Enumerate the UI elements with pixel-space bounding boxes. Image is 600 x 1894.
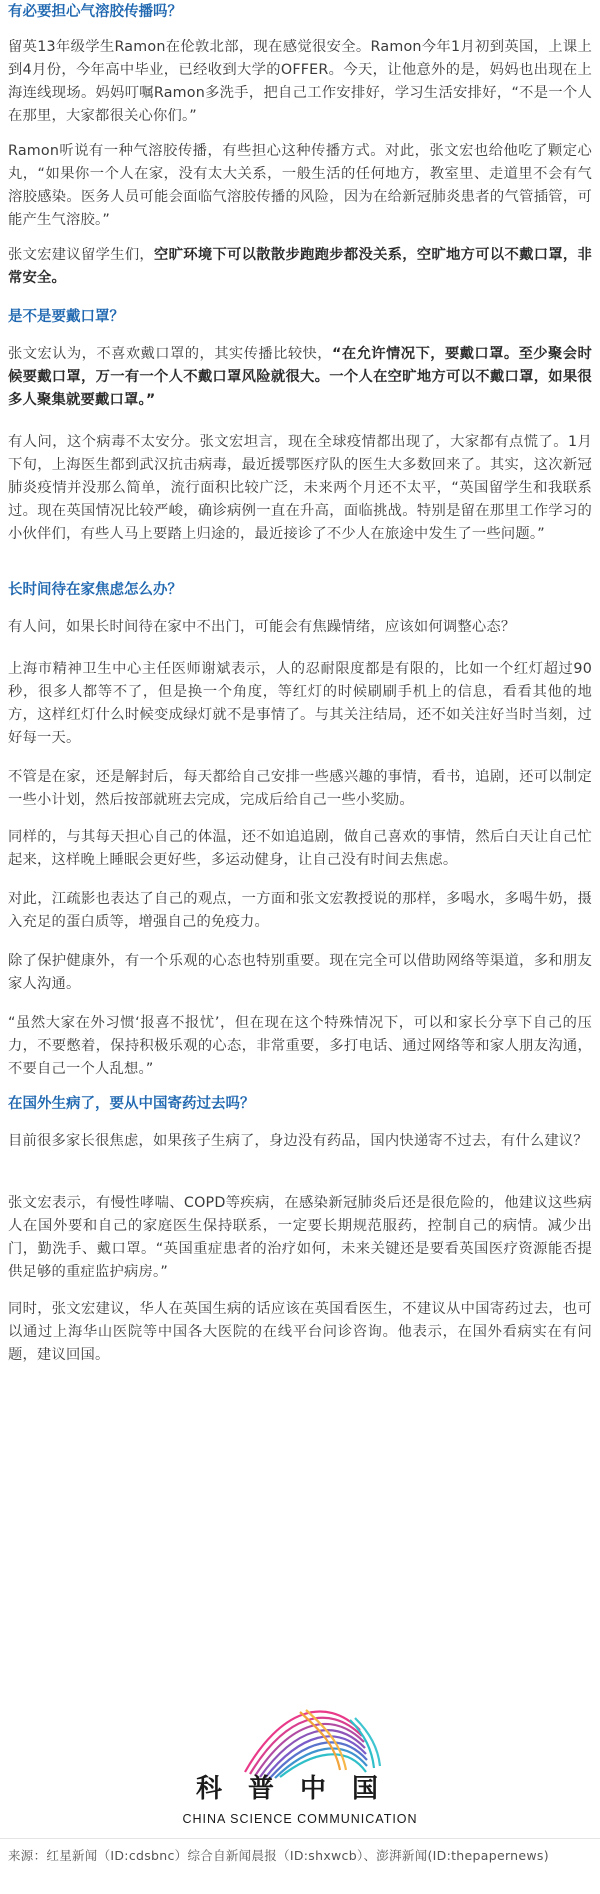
outdoor-advice-emphasis: 空旷环境下可以散散步跑跑步都没关系，空旷地方可以不戴口罩，非常安全。 [8, 247, 593, 286]
source-credit: 来源：红星新闻（ID:cdsbnc）综合自新闻晨报（ID:shxwcb）、澎湃新闻(ID:thepapernews) [8, 1848, 549, 1863]
paragraph-keep-busy: 同样的，与其每天担心自己的体温，还不如追追剧，做自己喜欢的事情，然后白天让自己忙起来，这样晚上睡眠会更好些，多运动健身，让自己没有时间去焦虑。 [8, 829, 592, 868]
paragraph-anxiety-question: 有人问，如果长时间待在家中不出门，可能会有焦躁情绪，应该如何调整心态？ [8, 619, 516, 635]
section-heading-anxiety: 长时间待在家焦虑怎么办？ [8, 582, 182, 598]
divider [0, 1838, 600, 1839]
paragraph-see-doctor-uk: 同时，张文宏建议，华人在英国生病的话应该在英国看医生，不建议从中国寄药过去，也可以通过上海华山医院等中国各大医院的在线平台问诊咨询。他表示，在国外看病实在有问题，建议回国。 [8, 1301, 592, 1363]
paragraph-virus-situation: 有人问，这个病毒不太安分。张文宏坦言，现在全球疫情都出现了，大家都有点慌了。1月下旬，上海医生都到武汉抗击病毒，最近援鄂医疗队的医生大多数回来了。其实，这次新冠肺炎疫情并没那么简单，流行面积比较广泛，未来两个月还不太平，“英国留学生和我联系过。现在英国情况比较严峻，确诊病例一直在升高，面临挑战。特别是留在那里工作学习的小伙伴们，有些人马上要踏上归途的，最近接诊了不少人在旅途中发生了一些问题。” [8, 434, 592, 542]
paragraph-daily-plan: 不管是在家，还是解封后，每天都给自己安排一些感兴趣的事情，看书，追剧，还可以制定一些小计划，然后按部就班去完成，完成后给自己一些小奖励。 [8, 769, 592, 808]
paragraph-psychiatrist-advice: 上海市精神卫生中心主任医师谢斌表示，人的忍耐限度都是有限的，比如一个红灯超过90秒，很多人都等不了，但是换一个角度，等红灯的时候刷刷手机上的信息，看看其他的地方，这样红灯什么时候变成绿灯就不是事情了。与其关注结局，还不如关注好当时当刻，过好每一天。 [8, 661, 592, 746]
section-heading-aerosol: 有必要担心气溶胶传播吗？ [8, 4, 182, 20]
logo-chinese-name: 科普中国 [195, 1774, 404, 1804]
paragraph-immunity: 对此，江疏影也表达了自己的观点，一方面和张文宏教授说的那样，多喝水，多喝牛奶，摄入充足的蛋白质等，增强自己的免疫力。 [8, 891, 592, 930]
paragraph-chronic-disease: 张文宏表示，有慢性哮喘、COPD等疾病，在感染新冠肺炎后还是很危险的，他建议这些病人在国外要和自己的家庭医生保持联系，一定要长期规范服药，控制自己的病情。减少出门，勤洗手、戴口罩。“英国重症患者的治疗如何，未来关键还是要看英国医疗资源能否提供足够的重症监护病房。” [8, 1195, 592, 1280]
paragraph-optimism: 除了保护健康外，有一个乐观的心态也特别重要。现在完全可以借助网络等渠道，多和朋友家人沟通。 [8, 953, 592, 992]
mask-advice-emphasis: “在允许情况下，要戴口罩。至少聚会时候要戴口罩，万一有一个人不戴口罩风险就很大。一个人在空旷地方可以不戴口罩，如果很多人聚集就要戴口罩。” [8, 346, 592, 408]
paragraph-outdoor-advice [8, 244, 592, 290]
logo-english-name: CHINA SCIENCE COMMUNICATION [182, 1812, 418, 1826]
paragraph-mask-advice [8, 343, 592, 412]
section-heading-medicine: 在国外生病了，要从中国寄药过去吗？ [8, 1096, 255, 1112]
mask-advice-lead: 张文宏认为，不喜欢戴口罩的，其实传播比较快， [8, 346, 333, 362]
paragraph-share-pressure: “虽然大家在外习惯‘报喜不报忧’，但在现在这个特殊情况下，可以和家长分享下自己的压力，不要憋着，保持积极乐观的心态，非常重要，多打电话、通过网络等和家人朋友沟通，不要自己一个人乱想。” [8, 1015, 592, 1077]
paragraph-parents-question: 目前很多家长很焦虑，如果孩子生病了，身边没有药品，国内快递寄不过去，有什么建议？ [8, 1133, 588, 1149]
section-heading-mask: 是不是要戴口罩？ [8, 309, 124, 325]
outdoor-advice-lead: 张文宏建议留学生们， [8, 247, 155, 263]
paragraph-ramon-intro: 留英13年级学生Ramon在伦敦北部，现在感觉很安全。Ramon今年1月初到英国，上课上到4月份，今年高中毕业，已经收到大学的OFFER。今天，让他意外的是，妈妈也出现在上海连线现场。妈妈叮嘱Ramon多洗手，把自己工作安排好，学习生活安排好，“不是一个人在那里，大家都很关心你们。” [8, 39, 592, 124]
paragraph-aerosol-answer: Ramon听说有一种气溶胶传播，有些担心这种传播方式。对此，张文宏也给他吃了颗定心丸，“如果你一个人在家，没有太大关系，一般生活的任何地方，教室里、走道里不会有气溶胶感染。医务人员可能会面临气溶胶传播的风险，因为在给新冠肺炎患者的气管插管，可能产生气溶胶。” [8, 143, 592, 228]
